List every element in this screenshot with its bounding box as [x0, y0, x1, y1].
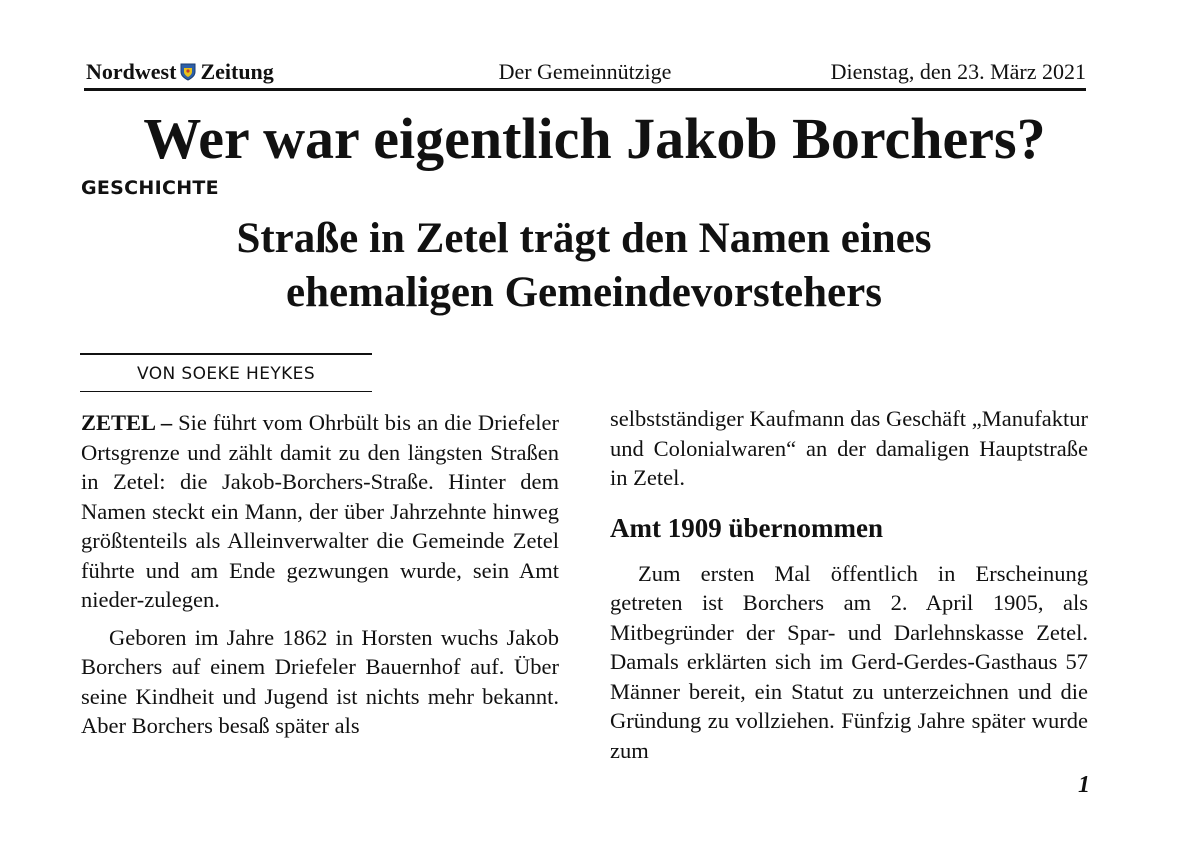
section-subhead: Amt 1909 übernommen: [610, 512, 883, 543]
paragraph-3: selbstständiger Kaufmann das Geschäft „Manufaktur und Colonialwaren“ an der damaligen Hauptstraße in Zetel.: [610, 406, 1088, 490]
brand-right: Zeitung: [200, 59, 274, 84]
dateline: ZETEL –: [81, 410, 173, 435]
section-name: Der Gemeinnützige: [498, 59, 672, 84]
subheadline-line-1: Straße in Zetel trägt den Namen eines: [236, 215, 932, 262]
article-headline: Wer war eigentlich Jakob Borchers?: [143, 106, 1046, 171]
article-column-2: [610, 404, 1088, 765]
author-byline: VON SOEKE HEYKES: [136, 364, 316, 384]
subheadline-line-2: ehemaligen Gemeindevorstehers: [286, 269, 882, 316]
paragraph-1-text: Sie führt vom Ohrbült bis an die Driefeler Ortsgrenze und zählt damit zu den längsten Straßen in Zetel: die Jakob-Borchers-Straße. Hinter dem Namen steckt ein Mann, der über Jahrzehnte hinweg größtenteils als Alleinverwalter die Gemeinde Zetel führte und am Ende gezwungen wurde, sein Amt nieder-zulegen.: [81, 410, 560, 612]
paragraph-1: [81, 408, 559, 615]
byline-rule-top: [80, 353, 372, 355]
article-column-1: [81, 408, 559, 741]
paragraph-4: Zum ersten Mal öffentlich in Erscheinung getreten ist Borchers am 2. April 1905, als Mitbegründer der Spar- und Darlehnskasse Zetel. Damals erklärten sich im Gerd-Gerdes-Gasthaus 57 Männer bereit, ein Statut zu unterzeichnen und die Gründung zu vollziehen. Fünfzig Jahre später wurde zum: [610, 560, 1088, 763]
masthead: [84, 58, 1086, 91]
page-number: 1: [1078, 772, 1090, 798]
brand-left: Nordwest: [86, 59, 177, 84]
byline-rule-bottom: [80, 391, 372, 392]
issue-date: Dienstag, den 23. März 2021: [830, 59, 1086, 84]
paragraph-2: Geboren im Jahre 1862 in Horsten wuchs Jakob Borchers auf einem Driefeler Bauernhof auf. Über seine Kindheit und Jugend ist nichts mehr bekannt. Aber Borchers besaß später als: [81, 624, 559, 738]
article-subheadline: [0, 212, 1168, 320]
topic-kicker: GESCHICHTE: [81, 177, 219, 199]
